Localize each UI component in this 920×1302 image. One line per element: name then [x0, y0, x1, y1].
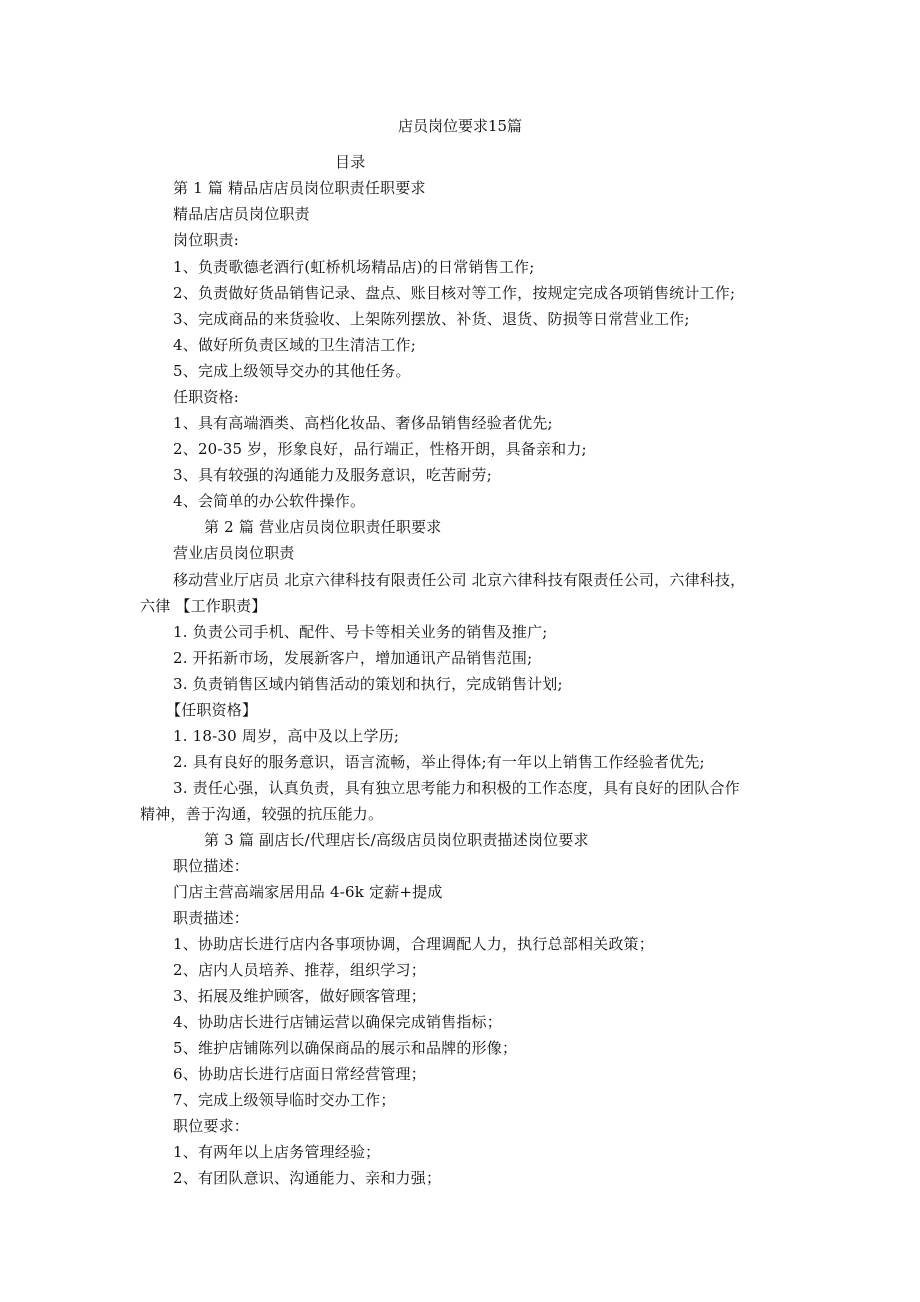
text-line: 1. 负责公司手机、配件、号卡等相关业务的销售及推广;: [173, 623, 548, 641]
text-line: 6、协助店长进行店面日常经营管理；: [173, 1065, 426, 1083]
text-line: 1、有两年以上店务管理经验；: [173, 1143, 381, 1161]
text-line: 门店主营高端家居用品 4-6k 定薪+提成: [173, 883, 443, 901]
text-line: 3. 负责销售区域内销售活动的策划和执行，完成销售计划;: [173, 675, 563, 693]
text-line: 职位描述：: [173, 857, 250, 875]
text-line: 5、维护店铺陈列以确保商品的展示和品牌的形像；: [173, 1039, 518, 1057]
text-line: 3、具有较强的沟通能力及服务意识，吃苦耐劳;: [173, 466, 492, 484]
text-line: 1、协助店长进行店内各事项协调，合理调配人力，执行总部相关政策；: [173, 935, 654, 953]
text-line: 移动营业厅店员 北京六律科技有限责任公司 北京六律科技有限责任公司，六律科技，: [173, 571, 746, 589]
text-line: 7、完成上级领导临时交办工作；: [173, 1091, 396, 1109]
text-line: 岗位职责:: [173, 231, 240, 249]
text-line: 2. 开拓新市场，发展新客户，增加通讯产品销售范围;: [173, 649, 533, 667]
text-line: 1. 18-30 周岁，高中及以上学历;: [173, 727, 400, 745]
text-line: 4、做好所负责区域的卫生清洁工作;: [173, 336, 416, 354]
text-line: 2、负责做好货品销售记录、盘点、账目核对等工作，按规定完成各项销售统计工作;: [173, 284, 736, 302]
text-line: 1、具有高端酒类、高档化妆品、奢侈品销售经验者优先;: [173, 414, 553, 432]
text-line: 职位要求：: [173, 1117, 250, 1135]
text-line: 4、会简单的办公软件操作。: [173, 492, 366, 510]
text-line: 第 1 篇 精品店店员岗位职责任职要求: [173, 179, 426, 197]
toc-heading: 目录: [335, 153, 366, 171]
text-line: 4、协助店长进行店铺运营以确保完成销售指标；: [173, 1013, 502, 1031]
text-line: 职责描述：: [173, 909, 250, 927]
document-title: 店员岗位要求15篇: [397, 117, 523, 135]
text-line: 2、20-35 岁，形象良好，品行端正，性格开朗，具备亲和力;: [173, 440, 587, 458]
text-line: 5、完成上级领导交办的其他任务。: [173, 362, 411, 380]
text-line: 任职资格:: [173, 388, 240, 406]
text-line: 精品店店员岗位职责: [173, 205, 310, 223]
text-line: 营业店员岗位职责: [173, 544, 295, 562]
text-line: 【任职资格】: [166, 701, 258, 719]
text-line: 六律 【工作职责】: [140, 597, 267, 615]
text-line: 2. 具有良好的服务意识，语言流畅，举止得体;有一年以上销售工作经验者优先;: [173, 753, 705, 771]
text-line: 精神，善于沟通，较强的抗压能力。: [140, 805, 384, 823]
text-line: 2、有团队意识、沟通能力、亲和力强；: [173, 1169, 442, 1187]
text-line: 2、店内人员培养、推荐，组织学习；: [173, 961, 426, 979]
text-line: 第 2 篇 营业店员岗位职责任职要求: [204, 518, 442, 536]
text-line: 1、负责歌德老酒行(虹桥机场精品店)的日常销售工作;: [173, 258, 535, 276]
text-line: 3. 责任心强，认真负责，具有独立思考能力和积极的工作态度，具有良好的团队合作: [173, 779, 740, 797]
text-line: 3、拓展及维护顾客，做好顾客管理；: [173, 987, 426, 1005]
text-line: 第 3 篇 副店长/代理店长/高级店员岗位职责描述岗位要求: [204, 831, 589, 849]
text-line: 3、完成商品的来货验收、上架陈列摆放、补货、退货、防损等日常营业工作;: [173, 310, 690, 328]
